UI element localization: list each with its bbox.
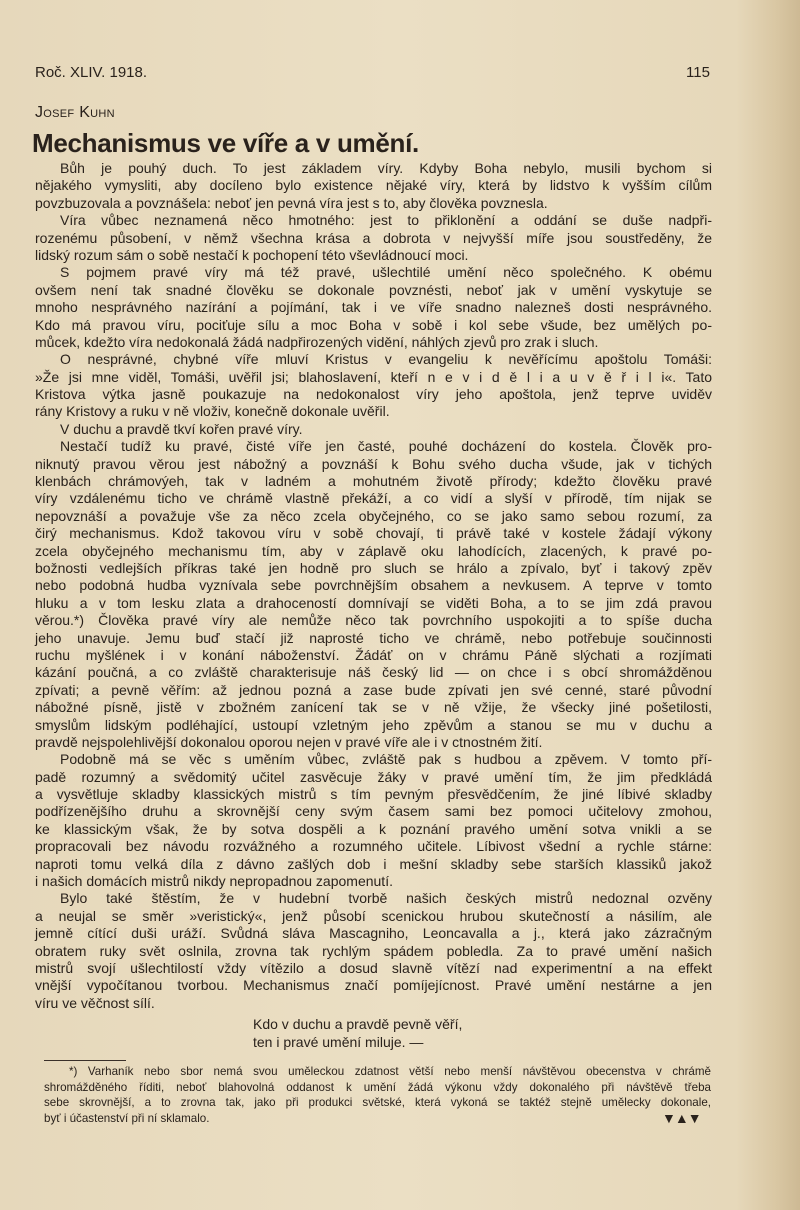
text-line: ke klassickým však, že by sotva dospěli a k poznání pravého umění sotva vnikli a se	[35, 820, 712, 837]
paragraph	[35, 438, 712, 751]
text-line: S pojmem pravé víry má též pravé, ušlechtilé umění něco společného. K obému	[60, 264, 712, 281]
text-line: jemně cítící duši uráží. Svůdná sláva Mascagniho, Leoncavalla a j., která jako zázračným	[35, 925, 712, 942]
text-line: i našich domácích mistrů nikdy nepropadnou zapomenutí.	[35, 873, 393, 890]
text-line: vnější vypočítanou tvorbou. Mechanismus značí pomíjejícnost. Pravé umění nestárne a jen	[35, 977, 712, 994]
footnote-divider	[44, 1060, 126, 1061]
text-line: rány Kristovy a ruku v ně vloživ, konečně dokonale uvěřil.	[35, 403, 390, 420]
text-line: jeho unavuje. Jemu buď stačí již naprosté ticho ve chrámě, nebo potřebuje součinnosti	[35, 629, 712, 646]
paragraph	[35, 421, 712, 438]
text-line: klenbách chrámovýeh, tak v ladném a mohutném životě přírody; kdežto člověku pravé	[35, 473, 712, 490]
paragraph	[35, 751, 712, 890]
text-line: Bylo také štěstím, že v hudební tvorbě našich českých mistrů nedoznal ozvěny	[60, 890, 712, 907]
text-line: lidský rozum sám o sobě nestačí k pochopení této vševládnoucí moci.	[35, 246, 469, 263]
text-line: pravdě nejspolehlivější dokonalou oporou nejen v pravé víře ale i v ctnostném žití.	[35, 733, 543, 750]
paragraph	[35, 264, 712, 351]
text-line: kázání poučná, a co zvláště charakterisuje náš český lid — on chce i s obcí shromážděnou	[35, 664, 712, 681]
paragraph	[35, 890, 712, 1012]
article-body	[35, 160, 712, 1012]
text-line: mistrů svojí ušlechtilostí vždy vítězilo a dosud slavně vítězí nad experimentní a na effekt	[35, 959, 712, 976]
text-line: a vysvětluje skladby klassických mistrů s tím pevným přesvědčením, že jiné líbivé skladby	[35, 786, 712, 803]
running-head: Roč. XLIV. 1918.	[35, 64, 148, 81]
footnote-line: sebe skrovnější, a to zrovna tak, jako při produkci světské, která vykoná se taktéž stejně umělecky dokonale,	[44, 1096, 711, 1110]
text-line: V duchu a pravdě tkví kořen pravé víry.	[60, 420, 303, 437]
text-line: hluku a v tom lesku zlata a drahoceností domnívají se viděti Boha, a to se jim zdá pravou	[35, 594, 712, 611]
page-number: 115	[686, 64, 710, 81]
text-line: niknutý pravou věrou jest nábožný a povznáší k Bohu svého ducha všude, jak v tichých	[35, 455, 712, 472]
text-line: zpívati; a pevně věřím: až jednou pozná a zase bude zpívati jen své cenné, staré původní	[35, 681, 712, 698]
paragraph	[35, 351, 712, 421]
text-line: můcek, kdežto víra nedokonalá žádá nadpřirozených vidění, náhlých zjevů pro zrak i sluch.	[35, 333, 599, 350]
text-line: nábožné písně, jistě v zbožném zanícení tak se v ně vžije, že všecky jiné pošetilosti,	[35, 699, 712, 716]
text-line: naproti tomu velká díla z dávno zašlých dob i mešní skladby sebe starších klassiků jakož	[35, 855, 712, 872]
text-line: božnosti vedlejších příkras také jen hodně pro sluch se hrálo a zpívalo, byť i takový zpěv	[35, 559, 712, 576]
article-author: Josef Kuhn	[35, 104, 115, 121]
text-line: padě rozumný a svědomitý učitel zasvěcuje žáky v pravé umění tím, že jim předkládá	[35, 768, 712, 785]
text-line: ovšem není tak snadné člověku se dokonale povznésti, neboť jak v umění vyskytuje se	[35, 281, 712, 298]
end-ornament-icon: ▼▲▼	[662, 1110, 701, 1126]
paragraph	[35, 160, 712, 212]
text-line: Podobně má se věc s uměním vůbec, zvláště pak s hudbou a zpěvem. V tomto pří-	[60, 751, 712, 768]
text-line: nějakého vymysliti, aby docíleno bylo existence nějaké víry, která by lidstvo k vyšším cílům	[35, 177, 712, 194]
text-line: O nesprávné, chybné víře mluví Kristus v evangeliu k nevěřícímu apoštolu Tomáši:	[60, 351, 712, 368]
text-line: ruchu myšlének i v konání náboženství. Žádáť on v chrámu Páně slýchati a rozjímati	[35, 646, 712, 663]
verse-line: Kdo v duchu a pravdě pevně věří,	[253, 1016, 463, 1032]
text-line: Kristova výtka jasně poukazuje na nedokonalost víry jeho apoštola, jenž teprve uviděv	[35, 386, 712, 403]
text-line: nebo podobná hudba vyznívala sebe povrchnějším obsahem a nevkusem. A teprve v tomto	[35, 577, 712, 594]
text-line: Víra vůbec neznamená něco hmotného: jest to přiklonění a oddání se duše nadpři-	[60, 212, 712, 229]
footnote-line: byť i účastenství při ní sklamalo.	[44, 1111, 210, 1125]
footnote-line: shromážděného říditi, neboť blahovolná oddanost k umění žádá výkonu vždy dokonalého při návštěvě třeba	[44, 1080, 711, 1094]
footnote	[44, 1064, 711, 1126]
verse-line: ten i pravé umění miluje. —	[253, 1034, 424, 1050]
closing-verse	[253, 1015, 462, 1051]
text-line: zcela obyčejného mechanismu tím, aby v záplavě oku lahodících, zlacených, k pravé po-	[35, 542, 712, 559]
footnote-line: *) Varhaník nebo sbor nemá svou uměleckou zdatnost větší nebo menší návštěvou obecenstva v chrámě	[69, 1065, 711, 1078]
text-line: rozenému působení, v němž všechna krása a dobrota v nejvyšší míře jsou soustředěny, že	[35, 229, 712, 246]
text-line: a neujal se směr »veristický«, jenž působí scenickou hrubou skutečností a násilím, ale	[35, 907, 712, 924]
text-line: obratem ruky svět oslnila, zrovna tak rychlým spádem pobledla. Za to pravé umění našich	[35, 942, 712, 959]
text-line: víry vzdálenému ticho ve chrámě vlastně překáží, a co vidí a slyší v přírodě, tím nijak se	[35, 490, 712, 507]
text-line: podřízenějšího druhu a skrovnější ceny svým časem sami bez pomoci učitelovy zmohou,	[35, 803, 712, 820]
text-line: smyslům lidským podléhající, ustoupí vzletným jeho zpěvům a stanou se mu v duchu a	[35, 716, 712, 733]
text-line: povzbuzovala a povznášela: neboť jen pevná víra jest s to, aby člověka povznesla.	[35, 194, 548, 211]
text-line: Bůh je pouhý duch. To jest základem víry. Kdyby Boha nebylo, musili bychom si	[60, 160, 712, 176]
text-line: Kdo má pravou víru, pociťuje sílu a moc Boha v sobě i kol sebe všude, bez umělých po-	[35, 316, 712, 333]
text-line: věrou.*) Člověka pravé víry ale nemůže něco tak povrchního uspokojiti a to spíše ducha	[35, 612, 712, 629]
text-line: Nestačí tudíž ku pravé, čisté víře jen časté, pouhé docházení do kostela. Člověk pro-	[60, 438, 712, 455]
article-title: Mechanismus ve víře a v umění.	[32, 128, 419, 158]
text-line: »Že jsi mne viděl, Tomáši, uvěřil jsi; blahoslavení, kteří n e v i d ě l i a u v ě ř i l i«. Tato	[35, 368, 712, 385]
paragraph	[35, 212, 712, 264]
text-line: víru ve věčnost sílí.	[35, 994, 155, 1011]
text-line: čirý mechanismus. Kdož takovou víru v sobě chovají, ti právě také v kostele žádají výkony	[35, 525, 712, 542]
text-line: propracovali bez návodu rozvážného a rozumného učitele. Líbivost všední a rychle stárne:	[35, 838, 712, 855]
text-line: nepovznáší a považuje vše za něco zcela obyčejného, co se jako samo sebou rozumí, za	[35, 507, 712, 524]
text-line: mnoho nesprávného nazírání a pojímání, tak i ve víře snadno nalezneš dosti nesprávného.	[35, 299, 712, 316]
